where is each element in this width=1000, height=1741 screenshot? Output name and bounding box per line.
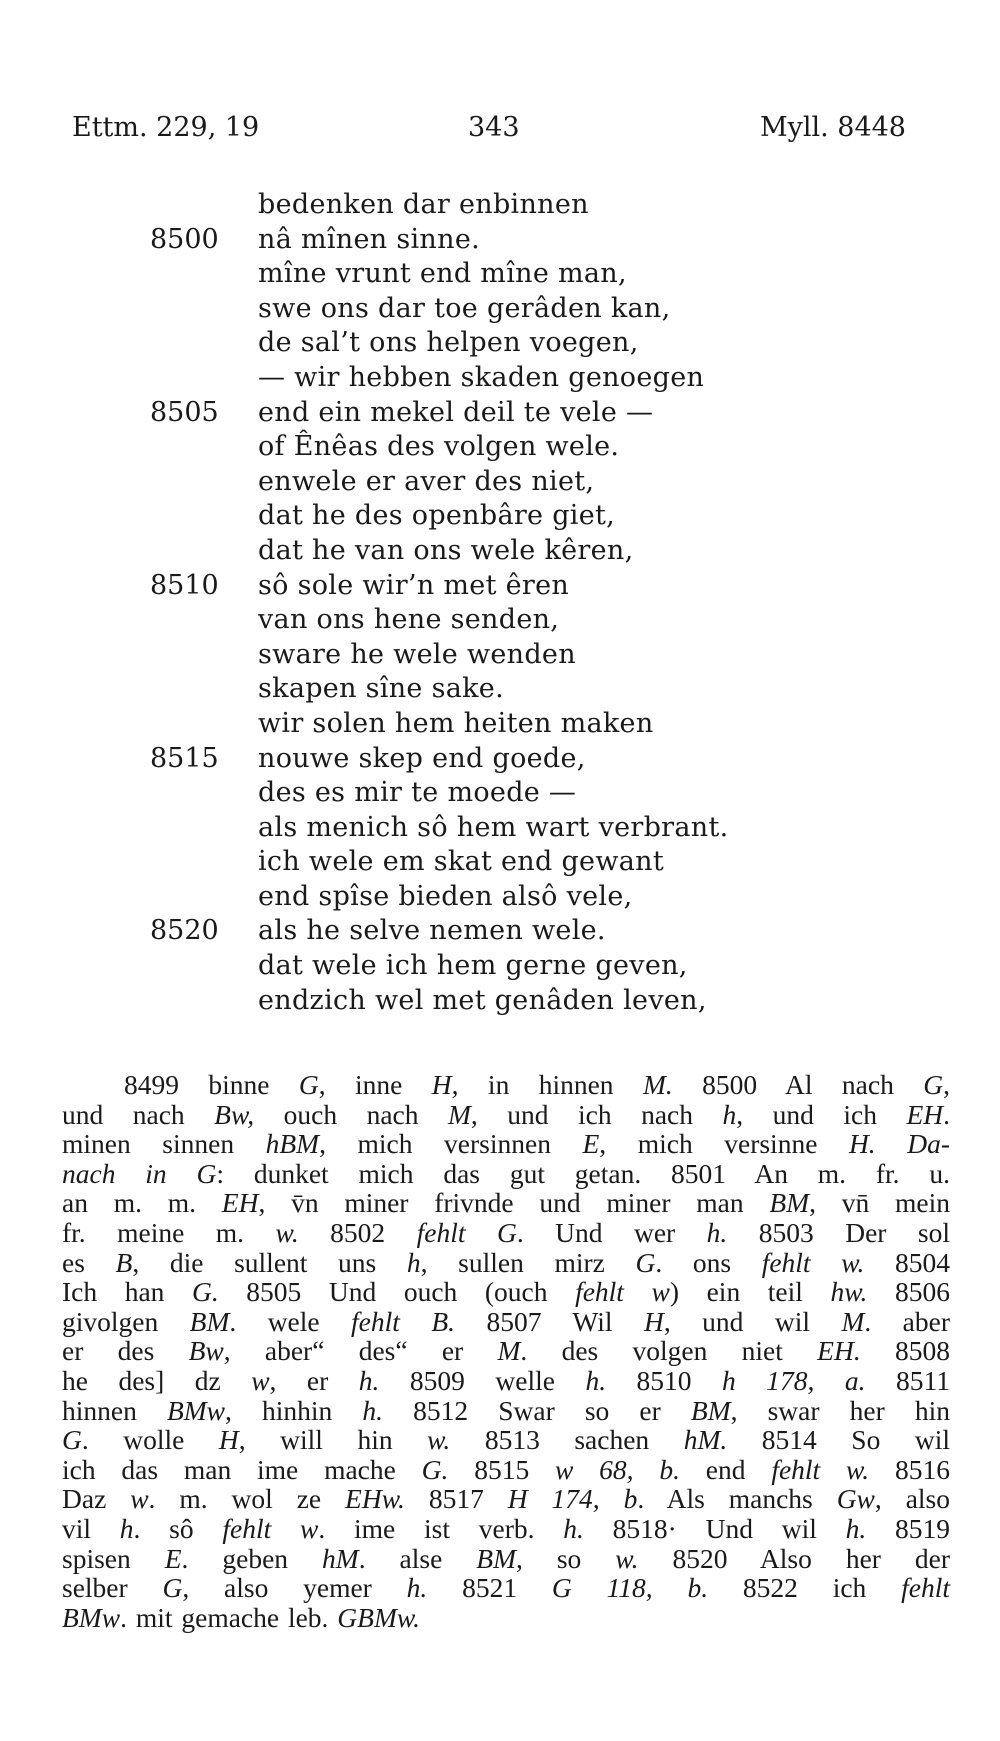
footnote-text: , inne	[318, 1069, 432, 1100]
footnote-text: , und ich nach	[470, 1098, 723, 1130]
siglum-text: H	[218, 1424, 239, 1456]
siglum-text: G	[923, 1069, 944, 1100]
footnote-text: : dunket mich das gut getan. 8501 An m. fr. u.	[216, 1157, 950, 1189]
verse-line	[0, 499, 1000, 534]
footnote-text: .	[943, 1098, 950, 1130]
footnote-text: . geben	[181, 1542, 323, 1574]
siglum-text: BMw	[166, 1394, 226, 1426]
footnote-text: 8519	[866, 1512, 950, 1544]
footnote-text: er des	[62, 1335, 189, 1367]
line-number: 8515	[150, 742, 219, 774]
footnote-text: 8500 Al nach	[672, 1069, 924, 1100]
footnote-text: vil	[62, 1512, 120, 1544]
verse-text-line: als menich sô hem wart verbrant.	[258, 811, 729, 843]
footnote-text: ,	[943, 1069, 950, 1100]
line-number: 8505	[150, 396, 219, 428]
siglum-text: h.	[362, 1394, 384, 1426]
footnote-text: . alse	[358, 1542, 477, 1574]
footnote-text: 8504	[864, 1246, 951, 1278]
footnote-text: 8509 welle	[379, 1364, 586, 1396]
footnote-text: 8511	[865, 1364, 951, 1396]
footnote-text: 8512 Swar so er	[383, 1394, 691, 1426]
footnote-line	[62, 1159, 950, 1189]
verse-line	[0, 534, 1000, 569]
siglum-text: fehlt w	[575, 1276, 670, 1308]
footnote-text: ouch nach	[254, 1098, 448, 1130]
siglum-text: Gw	[836, 1483, 875, 1515]
siglum-text: BM	[189, 1305, 230, 1337]
footnote-text: . Und wer	[516, 1216, 707, 1248]
siglum-text: fehlt B.	[351, 1305, 456, 1337]
siglum-text: G 118, b.	[551, 1572, 709, 1604]
line-number: 8520	[150, 915, 219, 947]
footnote-text: , er	[269, 1364, 359, 1396]
verse-line	[0, 361, 1000, 396]
footnote-text: . ons	[655, 1246, 762, 1278]
footnote-text: 8516	[869, 1453, 950, 1485]
verse-line	[0, 880, 1000, 915]
footnote-line	[62, 1425, 950, 1455]
footnote-text: end	[679, 1453, 772, 1485]
footnote-text: 8499 binne	[124, 1069, 299, 1100]
footnote-text: , hinhin	[225, 1394, 363, 1426]
siglum-text: H	[643, 1305, 664, 1337]
footnote-text: an m. m.	[62, 1187, 222, 1219]
verse-text-line: dat wele ich hem gerne geven,	[258, 950, 688, 982]
verse-line	[0, 742, 1000, 777]
footnote-line	[62, 1366, 950, 1396]
verse-line	[0, 638, 1000, 673]
verse-line	[0, 569, 1000, 604]
verse-text-line: dat he des openbâre giet,	[258, 500, 616, 532]
footnote-text: selber	[62, 1572, 163, 1604]
siglum-text: E	[164, 1542, 182, 1574]
footnote-text: es	[62, 1246, 116, 1278]
siglum-text: w	[251, 1364, 270, 1396]
footnote-text: . Als manchs	[637, 1483, 837, 1515]
siglum-text: E	[582, 1128, 600, 1160]
footnote-line	[62, 1070, 950, 1100]
footnote-text: . aber	[864, 1305, 950, 1337]
footnote-line	[62, 1573, 950, 1603]
verse-line	[0, 430, 1000, 465]
footnote-text: . m. wol ze	[148, 1483, 346, 1515]
siglum-text: EH.	[817, 1335, 861, 1367]
siglum-text: w.	[615, 1542, 639, 1574]
verse-text-line: end ein mekel deil te vele —	[258, 396, 654, 428]
footnote-text: , so	[516, 1542, 616, 1574]
siglum-text: Bw	[188, 1335, 224, 1367]
footnote-text: , mich versinnen	[319, 1128, 583, 1160]
footnote-text: . ime ist verb.	[318, 1512, 564, 1544]
siglum-text: fehlt w	[222, 1512, 319, 1544]
footnote-text: , und wil	[663, 1305, 842, 1337]
verse-line	[0, 188, 1000, 223]
footnote-text: , mich versinne	[599, 1128, 849, 1160]
verse-text-line: nouwe skep end goede,	[258, 742, 586, 774]
verse-line	[0, 707, 1000, 742]
footnote-text: 8510	[606, 1364, 723, 1396]
running-head-left: Ettm. 229, 19	[72, 112, 260, 143]
siglum-text: G	[162, 1572, 183, 1604]
footnote-line	[62, 1336, 950, 1366]
footnote-text: . wele	[229, 1305, 352, 1337]
verse-text-line: bedenken dar enbinnen	[258, 189, 589, 220]
siglum-text: h 178, a.	[722, 1364, 866, 1396]
siglum-text: BM	[690, 1394, 731, 1426]
verse-text-line: endzich wel met genâden leven,	[258, 984, 707, 1016]
footnote-text: , also yemer	[182, 1572, 407, 1604]
verse-text-line: skapen sîne sake.	[258, 673, 504, 705]
verse-line	[0, 811, 1000, 846]
verse-line	[0, 326, 1000, 361]
footnote-line	[62, 1100, 950, 1130]
siglum-text: fehlt	[901, 1572, 950, 1604]
footnote-text: 8522 ich	[708, 1572, 902, 1604]
verse-text	[0, 188, 1000, 1018]
footnote-text: minen sinnen	[62, 1128, 266, 1160]
footnote-text: , und ich	[736, 1098, 907, 1130]
footnote-line	[62, 1248, 950, 1278]
footnote-text: . sô	[133, 1512, 223, 1544]
footnote-text: Daz	[62, 1483, 131, 1515]
siglum-text: h.	[585, 1364, 607, 1396]
siglum-text: fehlt w.	[761, 1246, 865, 1278]
footnote-line	[62, 1129, 950, 1159]
verse-text-line: swe ons dar toe gerâden kan,	[258, 292, 671, 324]
siglum-text: h.	[845, 1512, 867, 1544]
verse-text-line: als he selve nemen wele.	[258, 915, 606, 947]
footnote-text: hinnen	[62, 1394, 167, 1426]
footnote-text: . wolle	[81, 1424, 219, 1456]
siglum-text: w.	[275, 1216, 299, 1248]
footnote-line	[62, 1544, 950, 1574]
siglum-text: h.	[563, 1512, 584, 1544]
siglum-text: M	[497, 1335, 521, 1367]
footnote-text: 8507 Wil	[455, 1305, 644, 1337]
siglum-text: h	[722, 1098, 737, 1130]
footnote-text: , sullen mirz	[420, 1246, 636, 1278]
footnote-text: ) ein teil	[669, 1276, 831, 1308]
verse-line	[0, 257, 1000, 292]
siglum-text: EHw.	[345, 1483, 405, 1515]
footnote-text: 8508	[860, 1335, 950, 1367]
footnote-line	[62, 1396, 950, 1426]
footnote-line	[62, 1484, 950, 1514]
siglum-text: BM	[769, 1187, 810, 1219]
siglum-text: hBM	[265, 1128, 320, 1160]
footnote-text: 8521	[427, 1572, 552, 1604]
siglum-text: nach in G	[62, 1157, 217, 1189]
verse-line	[0, 465, 1000, 500]
verse-text-line: nâ mînen sinne.	[258, 223, 480, 255]
siglum-text: G	[62, 1424, 82, 1456]
siglum-text: EH	[221, 1187, 259, 1219]
footnote-text: , also	[874, 1483, 950, 1515]
footnote-text: Ich han	[62, 1276, 192, 1308]
footnote-text: 8514 So wil	[727, 1424, 950, 1456]
footnote-text: , aber“ des“ er	[223, 1335, 498, 1367]
siglum-text: H	[431, 1069, 452, 1100]
verse-line	[0, 672, 1000, 707]
footnote-line	[62, 1455, 950, 1485]
running-head-right: Myll. 8448	[759, 112, 906, 143]
siglum-text: BM	[476, 1542, 516, 1574]
siglum-text: fehlt w.	[771, 1453, 870, 1485]
footnote-text: 8518· Und wil	[583, 1512, 846, 1544]
line-number: 8510	[150, 569, 219, 601]
footnote-text: 8513 sachen	[450, 1424, 684, 1456]
footnote-line	[62, 1218, 950, 1248]
verse-text-line: sware he wele wenden	[258, 638, 576, 670]
footnote-text: 8503 Der sol	[727, 1216, 950, 1248]
siglum-text: H 174, b	[507, 1483, 638, 1515]
siglum-text: hM	[322, 1542, 359, 1574]
footnote-text: 8505 Und ouch (ouch	[218, 1276, 576, 1308]
footnote-text: spisen	[62, 1542, 165, 1574]
siglum-text: G.	[191, 1276, 219, 1308]
verse-text-line: end spîse bieden alsô vele,	[258, 880, 633, 912]
siglum-text: w.	[427, 1424, 451, 1456]
footnote-text: 8502	[298, 1216, 417, 1248]
verse-line	[0, 949, 1000, 984]
verse-text-line: van ons hene senden,	[258, 604, 560, 636]
footnote-text: ich das man ime mache	[62, 1453, 422, 1485]
footnote-text: , vn̄ mein	[809, 1187, 950, 1219]
line-number: 8500	[150, 223, 219, 255]
siglum-text: h	[406, 1246, 421, 1278]
siglum-text: M	[447, 1098, 471, 1130]
verse-line	[0, 984, 1000, 1019]
footnote-text: fr. meine m.	[62, 1216, 276, 1248]
siglum-text: hM.	[683, 1424, 728, 1456]
verse-line	[0, 603, 1000, 638]
verse-text-line: mîne vrunt end mîne man,	[258, 258, 627, 290]
verse-text-line: — wir hebben skaden genoegen	[258, 361, 705, 393]
siglum-text: h.	[358, 1364, 380, 1396]
verse-text-line: de sal’t ons helpen voegen,	[258, 327, 639, 359]
critical-apparatus	[62, 1070, 950, 1632]
verse-line	[0, 292, 1000, 327]
siglum-text: fehlt G	[416, 1216, 517, 1248]
verse-line	[0, 914, 1000, 949]
siglum-text: BMw	[62, 1601, 121, 1633]
siglum-text: h.	[406, 1572, 428, 1604]
siglum-text: M.	[642, 1069, 673, 1100]
footnote-line	[62, 1514, 950, 1544]
verse-text-line: enwele er aver des niet,	[258, 465, 595, 497]
footnote-text: 8520 Also her der	[638, 1542, 951, 1574]
siglum-text: H. Da-	[848, 1128, 950, 1160]
footnote-text: givolgen	[62, 1305, 190, 1337]
siglum-text: G.	[421, 1453, 449, 1485]
footnote-text: , in hinnen	[451, 1069, 643, 1100]
siglum-text: EH	[906, 1098, 944, 1130]
siglum-text: Bw,	[214, 1098, 255, 1130]
verse-line	[0, 223, 1000, 258]
siglum-text: w	[130, 1483, 149, 1515]
footnote-text: , swar her hin	[730, 1394, 950, 1426]
verse-text-line: des es mir te moede —	[258, 777, 577, 809]
page-number: 343	[468, 112, 520, 143]
footnote-text: 8515	[448, 1453, 556, 1485]
siglum-text: hw.	[830, 1276, 868, 1308]
verse-line	[0, 776, 1000, 811]
siglum-text: G	[298, 1069, 319, 1100]
footnote-text: . des volgen niet	[520, 1335, 818, 1367]
verse-text-line: sô sole wir’n met êren	[258, 569, 570, 601]
siglum-text: B	[115, 1246, 133, 1278]
verse-text-line: wir solen hem heiten maken	[258, 707, 654, 739]
siglum-text: h.	[706, 1216, 728, 1248]
footnote-text: he des] dz	[62, 1364, 252, 1396]
footnote-line	[62, 1277, 950, 1307]
footnote-text: , will hin	[238, 1424, 428, 1456]
footnote-text: 8517	[404, 1483, 508, 1515]
verse-line	[0, 845, 1000, 880]
verse-line	[0, 396, 1000, 431]
siglum-text: M	[841, 1305, 865, 1337]
verse-text-line: of Ênêas des volgen wele.	[258, 431, 620, 463]
footnote-text: . mit gemache leb.	[120, 1601, 338, 1633]
footnote-text: , die sullent uns	[132, 1246, 407, 1278]
siglum-text: GBMw.	[337, 1601, 421, 1633]
verse-text-line: ich wele em skat end gewant	[258, 846, 664, 878]
siglum-text: G	[635, 1246, 656, 1278]
footnote-line	[62, 1188, 950, 1218]
siglum-text: w 68, b.	[555, 1453, 680, 1485]
verse-text-line: dat he van ons wele kêren,	[258, 534, 634, 566]
footnote-text: 8506	[867, 1276, 950, 1308]
siglum-text: h	[119, 1512, 134, 1544]
footnote-line	[62, 1307, 950, 1337]
footnote-text: und nach	[62, 1098, 215, 1130]
footnote-text: , v̄n miner frivnde und miner man	[258, 1187, 770, 1219]
footnote-line	[62, 1603, 950, 1633]
